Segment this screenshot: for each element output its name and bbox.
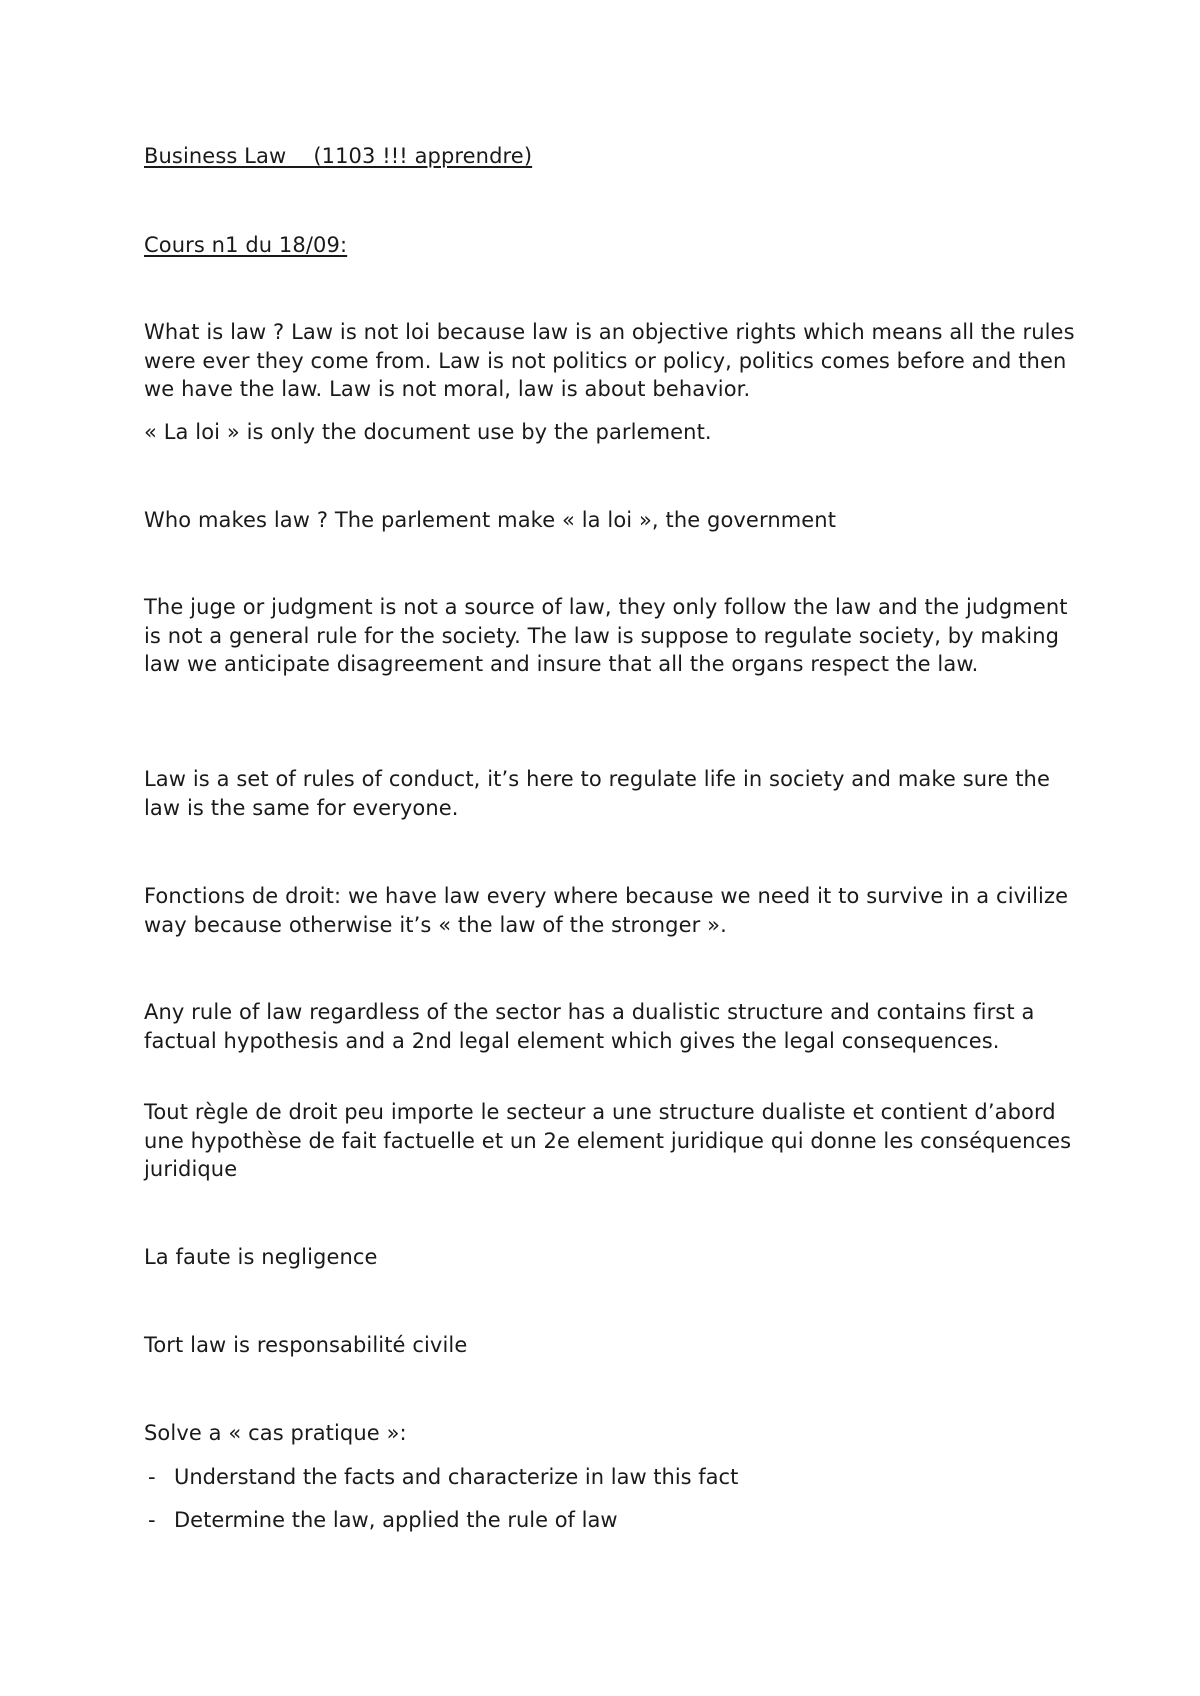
list-bullet: - [148,1465,156,1489]
course-heading: Cours n1 du 18/09: [144,233,348,257]
document-title: Business Law (1103 !!! apprendre) [144,144,533,168]
paragraph-la-loi: « La loi » is only the document use by the parlement. [144,420,712,444]
paragraph-juge: The juge or judgment is not a source of law, they only follow the law and the judgment is not a general rule for the society. The law is suppose to regulate society, by making law we anticipate disagreement and insure that all the organs respect the law. [144,595,1068,676]
paragraph-fonctions-de-droit: Fonctions de droit: we have law every where because we need it to survive in a civilize way because otherwise it’s « the law of the stronger ». [144,884,1069,937]
list-item-text: Understand the facts and characterize in law this fact [174,1465,739,1489]
paragraph-who-makes-law: Who makes law ? The parlement make « la loi », the government [144,508,837,532]
list-item [148,1506,1078,1535]
paragraph-regle-de-droit: Tout règle de droit peu importe le secteur a une structure dualiste et contient d’abord une hypothèse de fait factuelle et un 2e element juridique qui donne les conséquences juridique [144,1100,1072,1181]
paragraph-la-faute: La faute is negligence [144,1245,378,1269]
list-item-text: Determine the law, applied the rule of law [174,1508,618,1532]
paragraph-cas-pratique: Solve a « cas pratique »: [144,1421,407,1445]
list-item [148,1463,1078,1492]
paragraph-dualistic-structure: Any rule of law regardless of the sector has a dualistic structure and contains first a factual hypothesis and a 2nd legal element which gives the legal consequences. [144,1000,1035,1053]
list-bullet: - [148,1508,156,1532]
paragraph-tort-law: Tort law is responsabilité civile [144,1333,468,1357]
paragraph-rules-of-conduct: Law is a set of rules of conduct, it’s here to regulate life in society and make sure the law is the same for everyone. [144,767,1050,820]
paragraph-what-is-law: What is law ? Law is not loi because law is an objective rights which means all the rules were ever they come from. Law is not politics or policy, politics comes before and then we have the law. Law is not moral, law is about behavior. [144,320,1075,401]
